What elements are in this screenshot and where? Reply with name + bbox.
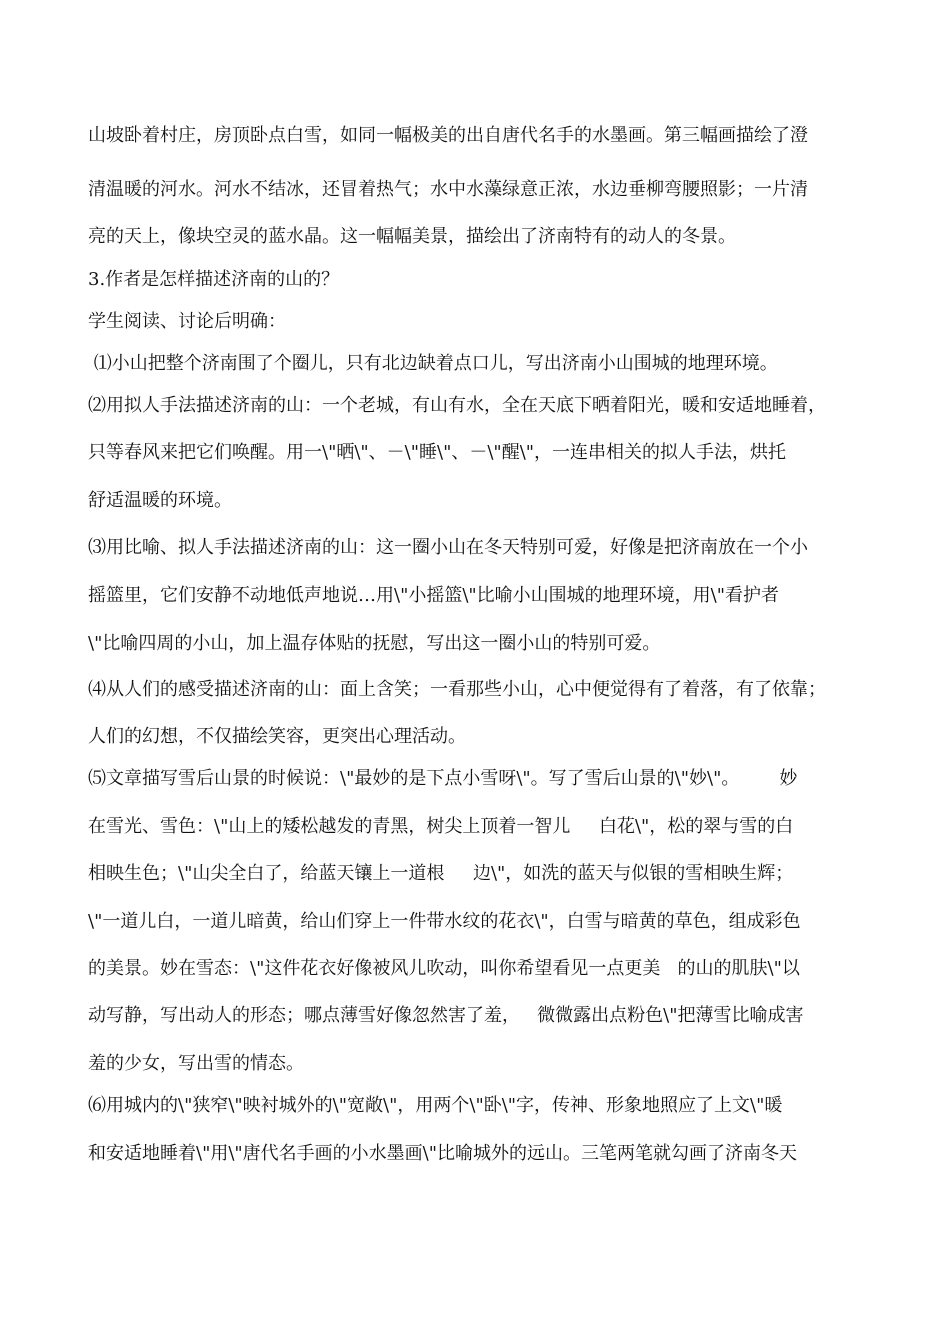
text-line: \"比喻四周的小山，加上温存体贴的抚慰，写出这一圈小山的特别可爱。 xyxy=(88,633,661,654)
text-line: 羞的少女，写出雪的情态。 xyxy=(88,1053,304,1074)
text-line: 摇篮里，它们安静不动地低声地说…用\"小摇篮\"比喻小山围城的地理环境，用\"看护者 xyxy=(88,585,780,606)
text-line: 只等春风来把它们唤醒。用一\"晒\"、－\"睡\"、－\"醒\"，一连串相关的拟人手法，烘托 xyxy=(88,442,787,463)
text-line: 的美景。妙在雪态：\"这件花衣好像被风儿吹动，叫你希望看见一点更美 的山的肌肤\"以 xyxy=(88,958,800,979)
text-line: 在雪光、雪色：\"山上的矮松越发的青黑，树尖上顶着一智儿 白花\"，松的翠与雪的白 xyxy=(88,816,794,837)
text-line: 舒适温暖的环境。 xyxy=(88,490,232,511)
list-item: ⑵用拟人手法描述济南的山：一个老城，有山有水，全在天底下晒着阳光，暖和安适地睡着， xyxy=(88,395,826,416)
text-line: 相映生色；\"山尖全白了，给蓝天镶上一道根 边\"，如洗的蓝天与似银的雪相映生辉； xyxy=(88,863,794,884)
text-line: \"一道儿白，一道儿暗黄，给山们穿上一件带水纹的花衣\"，白雪与暗黄的草色，组成彩色 xyxy=(88,911,801,932)
list-item: ⑹用城内的\"狭窄\"映衬城外的\"宽敞\"，用两个\"卧\"字，传神、形象地照应了上文\"暖 xyxy=(88,1095,783,1116)
list-item: ⑴小山把整个济南围了个圈儿，只有北边缺着点口儿，写出济南小山围城的地理环境。 xyxy=(88,353,778,374)
text-line: 学生阅读、讨论后明确： xyxy=(88,311,286,332)
list-item: ⑷从人们的感受描述济南的山：面上含笑；一看那些小山，心中便觉得有了着落，有了依靠； xyxy=(88,679,826,700)
text-line: 山坡卧着村庄，房顶卧点白雪，如同一幅极美的出自唐代名手的水墨画。第三幅画描绘了澄 xyxy=(88,125,808,146)
list-item: ⑶用比喻、拟人手法描述济南的山：这一圈小山在冬天特别可爱，好像是把济南放在一个小 xyxy=(88,537,808,558)
list-item: ⑸文章描写雪后山景的时候说：\"最妙的是下点小雪呀\"。写了雪后山景的\"妙\"。 妙 xyxy=(88,768,798,789)
text-line: 和安适地睡着\"用\"唐代名手画的小水墨画\"比喻城外的远山。三笔两笔就勾画了济南冬天 xyxy=(88,1143,798,1164)
question-heading: 3.作者是怎样描述济南的山的？ xyxy=(88,269,340,290)
text-line: 人们的幻想，不仅描绘笑容，更突出心理活动。 xyxy=(88,726,466,747)
text-line: 清温暖的河水。河水不结冰，还冒着热气；水中水藻绿意正浓，水边垂柳弯腰照影；一片清 xyxy=(88,179,808,200)
text-line: 动写静，写出动人的形态；哪点薄雪好像忽然害了羞， 微微露出点粉色\"把薄雪比喻成害 xyxy=(88,1005,804,1026)
text-line: 亮的天上，像块空灵的蓝水晶。这一幅幅美景，描绘出了济南特有的动人的冬景。 xyxy=(88,226,736,247)
